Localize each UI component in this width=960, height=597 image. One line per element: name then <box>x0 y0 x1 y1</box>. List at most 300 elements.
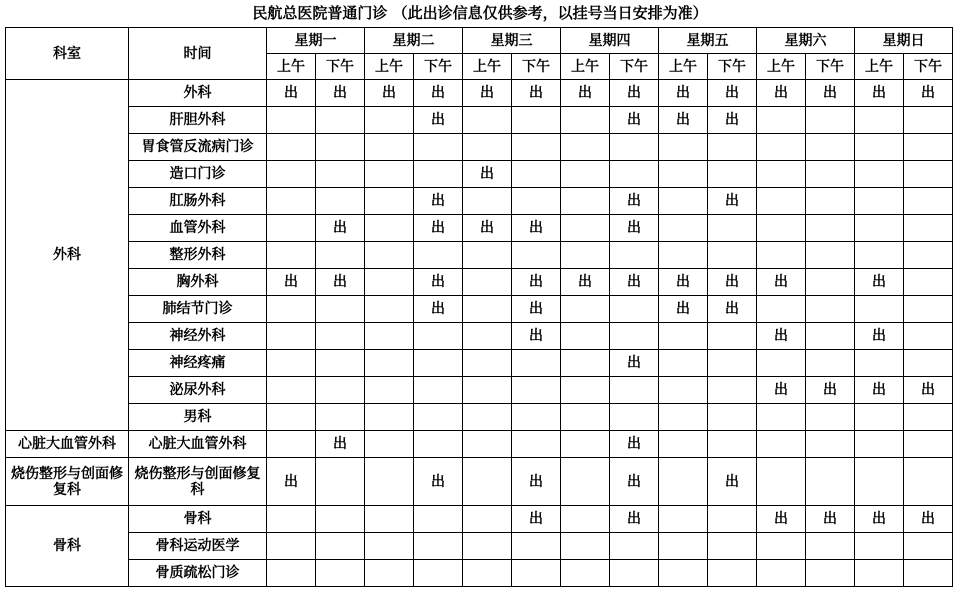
schedule-cell <box>561 296 610 323</box>
schedule-cell <box>267 161 316 188</box>
day-header: 星期四 <box>561 28 659 54</box>
schedule-cell: 出 <box>708 458 757 506</box>
schedule-cell <box>267 188 316 215</box>
schedule-cell: 出 <box>610 107 659 134</box>
schedule-cell: 出 <box>659 296 708 323</box>
schedule-cell: 出 <box>610 506 659 533</box>
schedule-cell <box>463 350 512 377</box>
schedule-cell <box>414 506 463 533</box>
schedule-cell <box>757 431 806 458</box>
schedule-cell: 出 <box>659 107 708 134</box>
header-row-days <box>6 28 953 54</box>
schedule-cell: 出 <box>610 188 659 215</box>
morning-header: 上午 <box>267 54 316 80</box>
schedule-cell <box>316 458 365 506</box>
schedule-cell <box>561 506 610 533</box>
schedule-cell <box>316 323 365 350</box>
day-header: 星期三 <box>463 28 561 54</box>
schedule-cell: 出 <box>757 323 806 350</box>
schedule-cell <box>365 188 414 215</box>
schedule-cell <box>463 107 512 134</box>
schedule-cell: 出 <box>414 107 463 134</box>
table-row <box>6 533 953 560</box>
clinic-name-cell: 胃食管反流病门诊 <box>129 134 267 161</box>
schedule-cell <box>757 215 806 242</box>
schedule-cell <box>316 134 365 161</box>
schedule-cell: 出 <box>463 80 512 107</box>
schedule-cell: 出 <box>757 506 806 533</box>
schedule-cell <box>610 404 659 431</box>
schedule-cell <box>757 560 806 587</box>
schedule-cell: 出 <box>610 431 659 458</box>
schedule-cell <box>365 269 414 296</box>
schedule-cell <box>855 161 904 188</box>
schedule-cell <box>365 431 414 458</box>
schedule-cell <box>659 134 708 161</box>
afternoon-header: 下午 <box>610 54 659 80</box>
schedule-cell: 出 <box>855 377 904 404</box>
table-row <box>6 269 953 296</box>
schedule-cell <box>463 242 512 269</box>
schedule-cell <box>659 533 708 560</box>
schedule-cell <box>708 215 757 242</box>
schedule-cell: 出 <box>414 188 463 215</box>
schedule-cell <box>512 134 561 161</box>
schedule-cell <box>316 560 365 587</box>
schedule-cell <box>267 404 316 431</box>
clinic-name-cell: 肛肠外科 <box>129 188 267 215</box>
schedule-cell: 出 <box>561 269 610 296</box>
time-header: 时间 <box>129 28 267 80</box>
schedule-cell <box>757 533 806 560</box>
schedule-cell: 出 <box>757 269 806 296</box>
clinic-name-cell: 血管外科 <box>129 215 267 242</box>
clinic-name-cell: 整形外科 <box>129 242 267 269</box>
schedule-cell <box>904 458 953 506</box>
schedule-cell <box>561 161 610 188</box>
schedule-cell: 出 <box>267 80 316 107</box>
schedule-cell <box>561 188 610 215</box>
schedule-cell <box>610 560 659 587</box>
schedule-cell <box>708 377 757 404</box>
table-row <box>6 377 953 404</box>
schedule-cell <box>267 560 316 587</box>
schedule-cell <box>904 215 953 242</box>
table-row <box>6 80 953 107</box>
table-row <box>6 107 953 134</box>
schedule-cell: 出 <box>512 80 561 107</box>
schedule-cell <box>316 188 365 215</box>
schedule-cell <box>512 242 561 269</box>
schedule-cell: 出 <box>904 80 953 107</box>
schedule-cell <box>414 431 463 458</box>
schedule-cell <box>904 161 953 188</box>
clinic-name-cell: 神经疼痛 <box>129 350 267 377</box>
schedule-cell <box>904 431 953 458</box>
schedule-cell <box>855 431 904 458</box>
schedule-cell <box>806 350 855 377</box>
schedule-cell <box>610 296 659 323</box>
afternoon-header: 下午 <box>904 54 953 80</box>
schedule-cell <box>757 296 806 323</box>
table-row <box>6 161 953 188</box>
schedule-cell: 出 <box>757 377 806 404</box>
afternoon-header: 下午 <box>806 54 855 80</box>
schedule-cell <box>561 107 610 134</box>
schedule-cell <box>659 431 708 458</box>
schedule-cell: 出 <box>267 458 316 506</box>
schedule-cell <box>463 506 512 533</box>
schedule-cell <box>512 377 561 404</box>
schedule-cell <box>904 404 953 431</box>
schedule-cell <box>659 323 708 350</box>
schedule-cell <box>512 533 561 560</box>
schedule-cell <box>708 323 757 350</box>
clinic-name-cell: 骨质疏松门诊 <box>129 560 267 587</box>
schedule-cell <box>904 134 953 161</box>
schedule-cell <box>463 560 512 587</box>
schedule-cell <box>414 560 463 587</box>
schedule-cell: 出 <box>855 269 904 296</box>
schedule-cell <box>267 533 316 560</box>
schedule-cell: 出 <box>414 80 463 107</box>
clinic-name-cell: 骨科运动医学 <box>129 533 267 560</box>
schedule-cell <box>855 533 904 560</box>
schedule-cell <box>659 242 708 269</box>
afternoon-header: 下午 <box>708 54 757 80</box>
schedule-cell <box>708 404 757 431</box>
schedule-cell: 出 <box>610 80 659 107</box>
schedule-cell <box>365 350 414 377</box>
schedule-cell <box>365 134 414 161</box>
schedule-cell <box>757 134 806 161</box>
schedule-cell: 出 <box>904 506 953 533</box>
table-row <box>6 296 953 323</box>
schedule-table <box>5 27 953 587</box>
schedule-cell <box>365 404 414 431</box>
schedule-cell <box>561 560 610 587</box>
schedule-cell <box>806 161 855 188</box>
schedule-cell: 出 <box>512 269 561 296</box>
schedule-cell: 出 <box>610 458 659 506</box>
day-header: 星期六 <box>757 28 855 54</box>
schedule-cell <box>855 404 904 431</box>
clinic-name-cell: 骨科 <box>129 506 267 533</box>
schedule-cell <box>659 215 708 242</box>
schedule-cell <box>904 296 953 323</box>
schedule-cell: 出 <box>512 458 561 506</box>
morning-header: 上午 <box>659 54 708 80</box>
schedule-cell <box>757 107 806 134</box>
schedule-cell: 出 <box>757 80 806 107</box>
schedule-cell: 出 <box>610 269 659 296</box>
schedule-cell <box>463 377 512 404</box>
schedule-cell <box>757 242 806 269</box>
schedule-cell <box>365 323 414 350</box>
schedule-cell <box>267 134 316 161</box>
dept-cell: 烧伤整形与创面修复科 <box>6 458 129 506</box>
schedule-cell: 出 <box>414 269 463 296</box>
clinic-name-cell: 肝胆外科 <box>129 107 267 134</box>
morning-header: 上午 <box>855 54 904 80</box>
day-header: 星期日 <box>855 28 953 54</box>
schedule-cell <box>659 458 708 506</box>
schedule-cell <box>806 296 855 323</box>
schedule-cell: 出 <box>512 215 561 242</box>
schedule-cell <box>512 350 561 377</box>
schedule-cell: 出 <box>659 80 708 107</box>
schedule-cell <box>806 458 855 506</box>
table-row <box>6 431 953 458</box>
schedule-cell <box>855 458 904 506</box>
schedule-cell <box>610 161 659 188</box>
schedule-cell <box>659 560 708 587</box>
schedule-cell <box>610 242 659 269</box>
schedule-cell: 出 <box>267 269 316 296</box>
morning-header: 上午 <box>757 54 806 80</box>
schedule-cell: 出 <box>708 188 757 215</box>
schedule-cell <box>414 350 463 377</box>
schedule-cell: 出 <box>855 323 904 350</box>
schedule-cell <box>512 188 561 215</box>
schedule-cell: 出 <box>904 377 953 404</box>
schedule-cell <box>708 560 757 587</box>
table-row <box>6 404 953 431</box>
table-row <box>6 134 953 161</box>
schedule-cell <box>512 107 561 134</box>
schedule-cell: 出 <box>365 80 414 107</box>
schedule-cell: 出 <box>610 350 659 377</box>
table-row <box>6 323 953 350</box>
schedule-cell: 出 <box>463 215 512 242</box>
clinic-name-cell: 男科 <box>129 404 267 431</box>
clinic-name-cell: 肺结节门诊 <box>129 296 267 323</box>
schedule-cell <box>463 458 512 506</box>
schedule-cell <box>365 215 414 242</box>
dept-header: 科室 <box>6 28 129 80</box>
schedule-cell: 出 <box>610 215 659 242</box>
clinic-name-cell: 心脏大血管外科 <box>129 431 267 458</box>
schedule-cell <box>806 134 855 161</box>
table-row <box>6 188 953 215</box>
schedule-cell: 出 <box>316 215 365 242</box>
clinic-name-cell: 外科 <box>129 80 267 107</box>
afternoon-header: 下午 <box>512 54 561 80</box>
schedule-cell <box>463 134 512 161</box>
schedule-cell <box>414 533 463 560</box>
schedule-cell <box>463 296 512 323</box>
schedule-cell <box>365 296 414 323</box>
morning-header: 上午 <box>365 54 414 80</box>
schedule-cell <box>610 323 659 350</box>
table-row <box>6 215 953 242</box>
schedule-cell <box>316 377 365 404</box>
table-row <box>6 506 953 533</box>
schedule-cell <box>904 560 953 587</box>
schedule-cell <box>561 134 610 161</box>
schedule-cell <box>806 215 855 242</box>
schedule-cell: 出 <box>414 215 463 242</box>
schedule-cell: 出 <box>855 80 904 107</box>
morning-header: 上午 <box>463 54 512 80</box>
clinic-name-cell: 造口门诊 <box>129 161 267 188</box>
schedule-cell <box>512 431 561 458</box>
schedule-cell <box>365 506 414 533</box>
schedule-cell <box>365 377 414 404</box>
schedule-cell <box>659 188 708 215</box>
schedule-cell <box>610 533 659 560</box>
schedule-cell <box>267 296 316 323</box>
schedule-cell <box>267 107 316 134</box>
schedule-cell: 出 <box>512 323 561 350</box>
day-header: 星期一 <box>267 28 365 54</box>
schedule-cell <box>267 323 316 350</box>
schedule-cell <box>855 350 904 377</box>
schedule-cell <box>708 506 757 533</box>
schedule-cell: 出 <box>708 269 757 296</box>
schedule-cell <box>316 350 365 377</box>
schedule-cell <box>561 242 610 269</box>
schedule-cell <box>757 350 806 377</box>
schedule-cell <box>806 431 855 458</box>
schedule-cell: 出 <box>806 377 855 404</box>
schedule-cell <box>463 188 512 215</box>
schedule-cell <box>561 431 610 458</box>
schedule-cell <box>561 458 610 506</box>
schedule-cell <box>365 458 414 506</box>
schedule-cell <box>414 404 463 431</box>
day-header: 星期二 <box>365 28 463 54</box>
schedule-cell: 出 <box>512 506 561 533</box>
schedule-cell <box>806 404 855 431</box>
schedule-cell: 出 <box>806 80 855 107</box>
schedule-cell <box>708 242 757 269</box>
schedule-cell <box>855 188 904 215</box>
schedule-cell <box>463 404 512 431</box>
schedule-cell <box>708 533 757 560</box>
schedule-cell <box>365 107 414 134</box>
schedule-cell <box>267 377 316 404</box>
schedule-cell <box>806 323 855 350</box>
schedule-cell <box>708 350 757 377</box>
schedule-cell <box>708 161 757 188</box>
schedule-cell: 出 <box>463 161 512 188</box>
schedule-cell <box>414 377 463 404</box>
day-header: 星期五 <box>659 28 757 54</box>
dept-cell: 心脏大血管外科 <box>6 431 129 458</box>
schedule-cell <box>659 161 708 188</box>
schedule-cell <box>512 404 561 431</box>
schedule-cell <box>855 107 904 134</box>
schedule-cell: 出 <box>316 431 365 458</box>
schedule-cell <box>267 242 316 269</box>
schedule-cell: 出 <box>659 269 708 296</box>
schedule-cell <box>806 560 855 587</box>
schedule-cell <box>806 533 855 560</box>
clinic-name-cell: 泌尿外科 <box>129 377 267 404</box>
schedule-cell <box>414 242 463 269</box>
schedule-cell <box>463 269 512 296</box>
schedule-cell <box>561 215 610 242</box>
table-row <box>6 350 953 377</box>
schedule-cell <box>561 533 610 560</box>
schedule-cell <box>316 161 365 188</box>
table-row <box>6 560 953 587</box>
schedule-cell: 出 <box>708 80 757 107</box>
schedule-cell <box>561 323 610 350</box>
schedule-cell <box>904 350 953 377</box>
schedule-cell <box>904 242 953 269</box>
schedule-cell <box>757 404 806 431</box>
schedule-cell <box>512 161 561 188</box>
schedule-cell <box>659 377 708 404</box>
schedule-cell <box>855 215 904 242</box>
schedule-cell: 出 <box>708 296 757 323</box>
schedule-cell <box>904 188 953 215</box>
schedule-cell <box>757 458 806 506</box>
schedule-cell <box>316 506 365 533</box>
clinic-name-cell: 烧伤整形与创面修复科 <box>129 458 267 506</box>
schedule-cell <box>610 134 659 161</box>
schedule-cell <box>316 533 365 560</box>
schedule-cell <box>414 134 463 161</box>
schedule-cell <box>463 533 512 560</box>
schedule-cell <box>708 134 757 161</box>
schedule-cell: 出 <box>855 506 904 533</box>
schedule-cell <box>904 107 953 134</box>
clinic-name-cell: 胸外科 <box>129 269 267 296</box>
schedule-cell <box>855 134 904 161</box>
schedule-cell <box>855 560 904 587</box>
schedule-cell <box>855 296 904 323</box>
schedule-cell <box>757 188 806 215</box>
schedule-cell <box>610 377 659 404</box>
schedule-cell <box>659 350 708 377</box>
schedule-cell <box>316 404 365 431</box>
schedule-cell <box>365 560 414 587</box>
schedule-cell <box>316 296 365 323</box>
schedule-cell <box>365 242 414 269</box>
schedule-cell: 出 <box>316 80 365 107</box>
dept-cell: 外科 <box>6 80 129 431</box>
schedule-cell <box>267 431 316 458</box>
schedule-cell <box>757 161 806 188</box>
schedule-cell <box>365 533 414 560</box>
schedule-cell <box>806 107 855 134</box>
schedule-cell <box>414 323 463 350</box>
schedule-cell <box>561 404 610 431</box>
schedule-cell: 出 <box>512 296 561 323</box>
table-row <box>6 458 953 506</box>
schedule-cell: 出 <box>316 269 365 296</box>
schedule-cell <box>267 215 316 242</box>
dept-cell: 骨科 <box>6 506 129 587</box>
schedule-cell <box>904 269 953 296</box>
schedule-cell: 出 <box>414 296 463 323</box>
schedule-cell <box>904 323 953 350</box>
schedule-cell: 出 <box>708 107 757 134</box>
schedule-cell <box>904 533 953 560</box>
page-title: 民航总医院普通门诊 （此出诊信息仅供参考，以挂号当日安排为准） <box>252 4 708 22</box>
schedule-cell <box>806 269 855 296</box>
schedule-cell <box>463 323 512 350</box>
schedule-cell <box>806 242 855 269</box>
schedule-cell <box>806 188 855 215</box>
schedule-cell <box>708 431 757 458</box>
table-row <box>6 242 953 269</box>
schedule-cell <box>561 377 610 404</box>
afternoon-header: 下午 <box>414 54 463 80</box>
